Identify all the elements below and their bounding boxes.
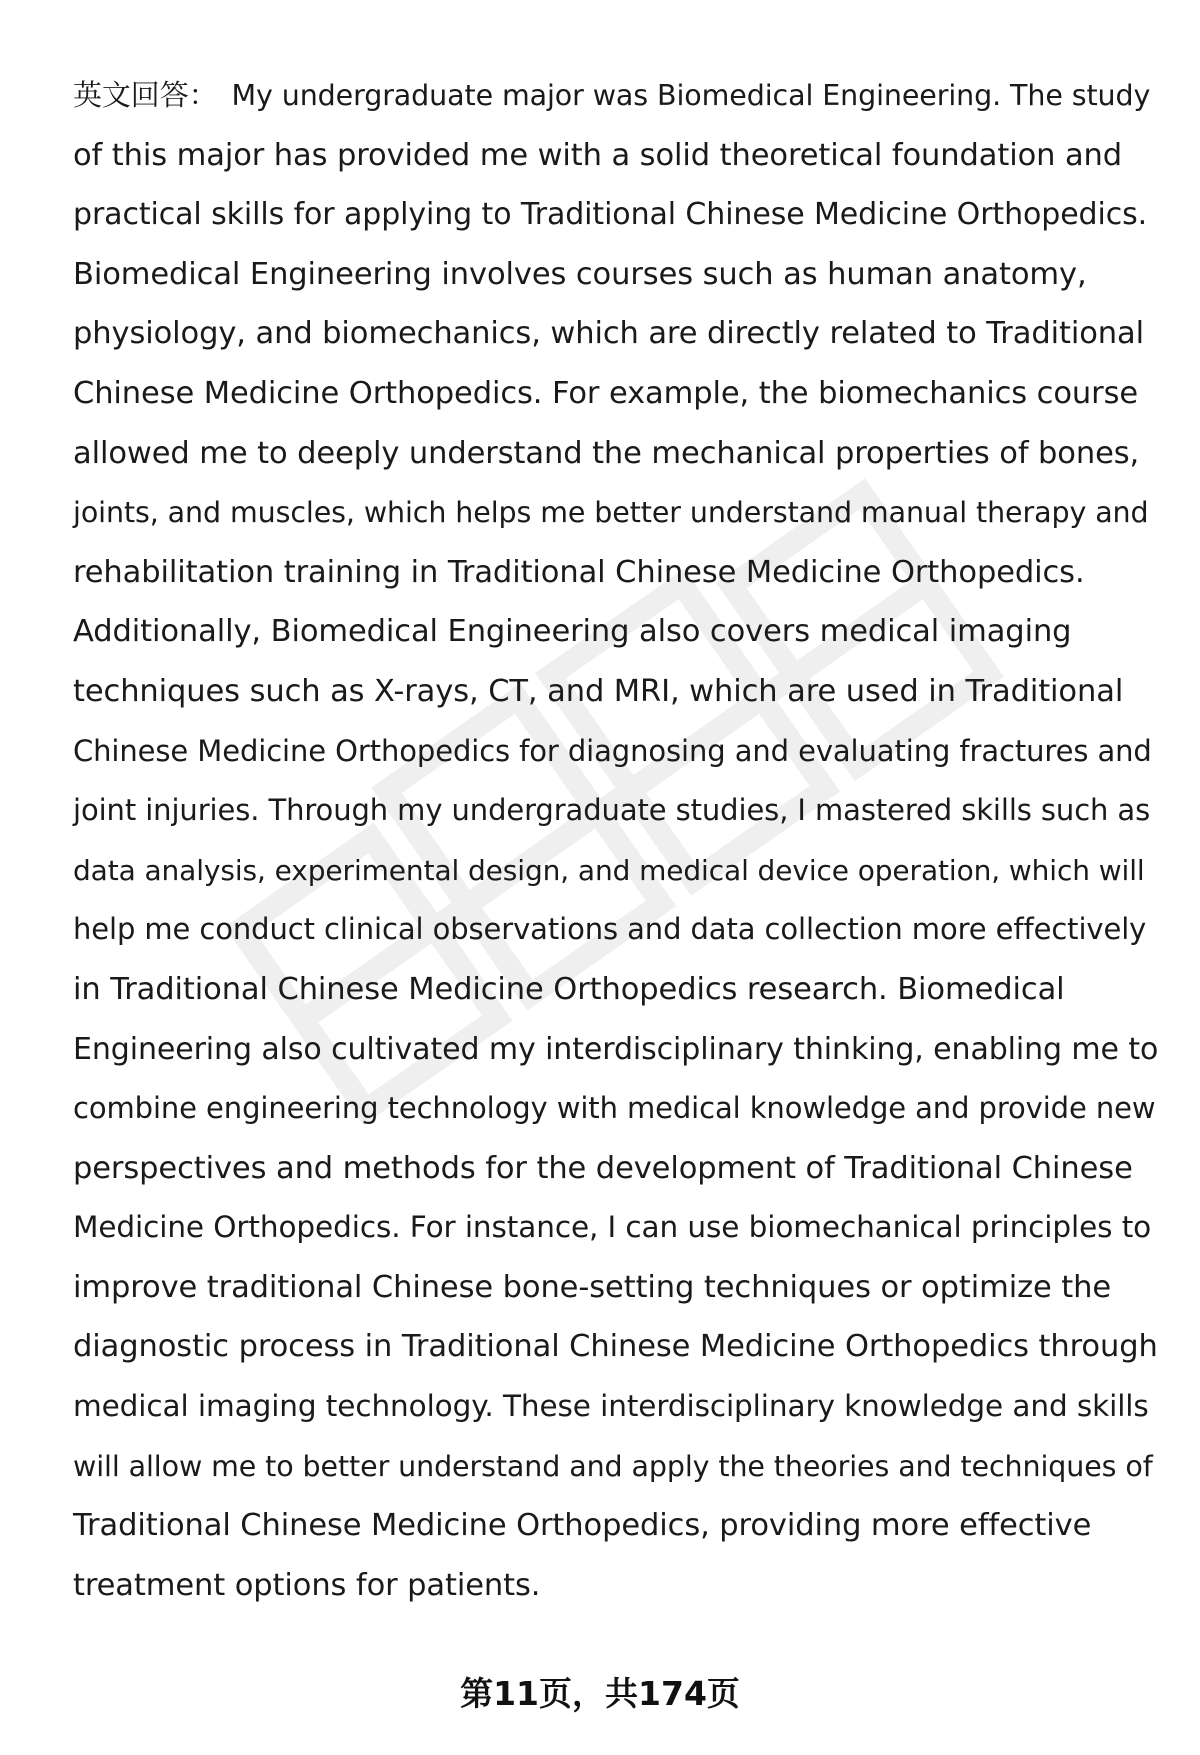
answer-line-11: techniques such as X-rays, CT, and MRI, which are used in Traditional — [73, 673, 1124, 709]
answer-line-15: help me conduct clinical observations and data collection more effectively — [73, 912, 1147, 947]
answer-line-16: in Traditional Chinese Medicine Orthopedics research. Biomedical — [73, 971, 1065, 1007]
answer-line-text: My undergraduate major was Biomedical Engineering. The study — [231, 79, 1151, 112]
answer-line-23: medical imaging technology. These interdisciplinary knowledge and skills — [73, 1389, 1149, 1424]
answer-paragraph — [73, 66, 1163, 1615]
answer-line-3: practical skills for applying to Traditional Chinese Medicine Orthopedics. — [73, 197, 1148, 233]
answer-line-26: treatment options for patients. — [73, 1567, 541, 1603]
answer-label: 英文回答： — [73, 78, 218, 112]
answer-line-8: joints, and muscles, which helps me better understand manual therapy and — [73, 496, 1149, 530]
page-indicator: 第11页，共174页 — [460, 1674, 740, 1713]
answer-line-18: combine engineering technology with medical knowledge and provide new — [73, 1091, 1156, 1126]
answer-line-2: of this major has provided me with a solid theoretical foundation and — [73, 137, 1123, 173]
answer-line-19: perspectives and methods for the development of Traditional Chinese — [73, 1150, 1133, 1186]
answer-line-24: will allow me to better understand and apply the theories and techniques of — [73, 1449, 1153, 1483]
answer-line-25: Traditional Chinese Medicine Orthopedics, providing more effective — [73, 1508, 1092, 1544]
answer-line-7: allowed me to deeply understand the mechanical properties of bones, — [73, 435, 1140, 471]
answer-line-1 — [73, 66, 1163, 126]
answer-line-4: Biomedical Engineering involves courses such as human anatomy, — [73, 256, 1087, 292]
answer-line-21: improve traditional Chinese bone-setting techniques or optimize the — [73, 1269, 1112, 1305]
answer-line-6: Chinese Medicine Orthopedics. For example, the biomechanics course — [73, 375, 1139, 411]
answer-line-12: Chinese Medicine Orthopedics for diagnosing and evaluating fractures and — [73, 733, 1152, 768]
answer-line-20: Medicine Orthopedics. For instance, I can use biomechanical principles to — [73, 1210, 1152, 1245]
answer-line-14: data analysis, experimental design, and medical device operation, which will — [73, 853, 1145, 887]
answer-line-10: Additionally, Biomedical Engineering also covers medical imaging — [73, 614, 1072, 650]
answer-line-9: rehabilitation training in Traditional Chinese Medicine Orthopedics. — [73, 554, 1085, 590]
answer-line-17: Engineering also cultivated my interdisciplinary thinking, enabling me to — [73, 1031, 1159, 1067]
answer-line-5: physiology, and biomechanics, which are directly related to Traditional — [73, 316, 1144, 352]
answer-line-22: diagnostic process in Traditional Chinese Medicine Orthopedics through — [73, 1329, 1158, 1365]
answer-line-13: joint injuries. Through my undergraduate studies, I mastered skills such as — [73, 793, 1151, 828]
